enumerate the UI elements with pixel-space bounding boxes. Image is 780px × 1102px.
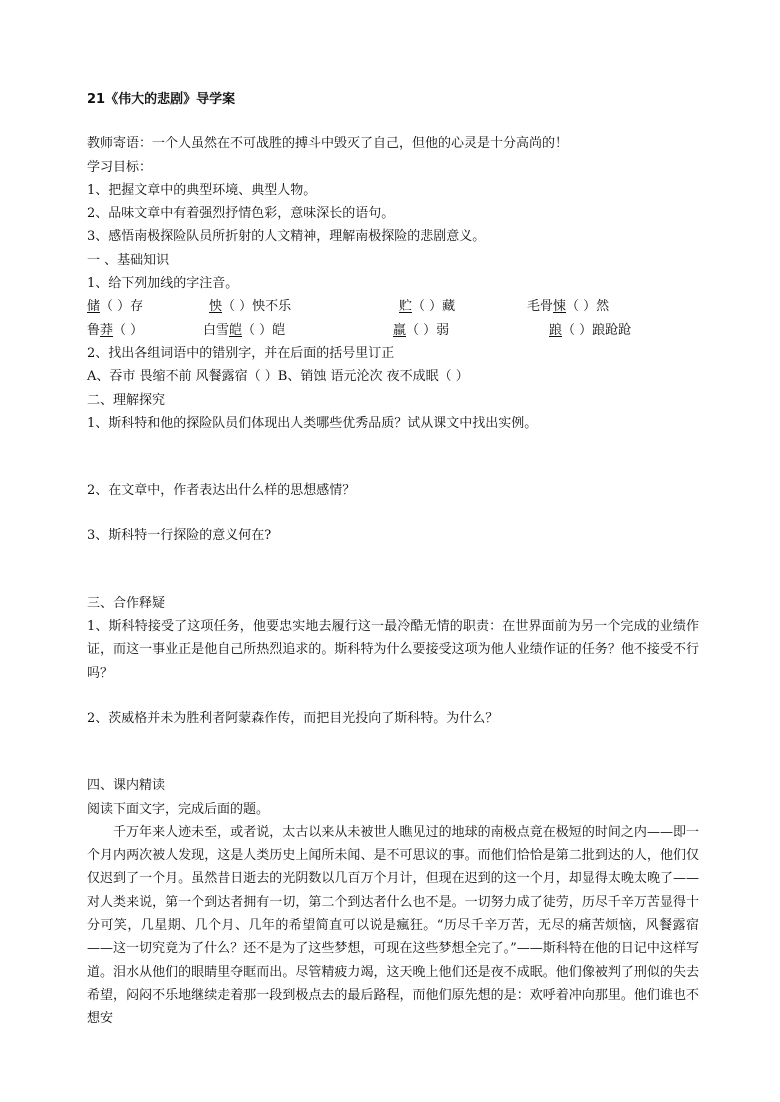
pinyin-item: 白雪皑（ ）皑 (203, 322, 286, 338)
objective-item: 1、把握文章中的典型环境、典型人物。 (87, 182, 317, 198)
pinyin-item: 鲁莽（ ） (87, 322, 144, 338)
page-title: 21《伟大的悲剧》导学案 (87, 92, 236, 107)
section-heading-reading: 四、课内精读 (87, 778, 166, 794)
pinyin-item: 踉（ ）踉跄跄 (549, 322, 632, 338)
explore-question: 3、斯科特一行探险的意义何在? (87, 528, 272, 544)
typo-options: A、吞市 畏缩不前 风餐露宿（ ）B、销蚀 语元沦次 夜不成眠（ ） (87, 369, 469, 385)
pinyin-item: 羸（ ）弱 (393, 322, 450, 338)
pinyin-row (87, 319, 699, 342)
pinyin-row (87, 295, 699, 318)
objectives-heading: 学习目标： (87, 159, 153, 175)
objective-item: 3、感悟南极探险队员所折射的人文精神，理解南极探险的悲剧意义。 (87, 229, 486, 245)
question-pinyin: 1、给下列加线的字注音。 (87, 276, 239, 292)
explore-question: 1、斯科特和他的探险队员们体现出人类哪些优秀品质？试从课文中找出实例。 (87, 415, 538, 431)
cooperate-question: 2、茨威格并未为胜利者阿蒙森作传，而把目光投向了斯科特。为什么？ (87, 710, 499, 726)
section-heading-basics: 一 、基础知识 (87, 252, 170, 268)
pinyin-item: 储（ ）存 (87, 299, 144, 315)
pinyin-item: 贮（ ）藏 (399, 299, 456, 315)
pinyin-item: 毛骨悚（ ）然 (527, 299, 610, 315)
reading-passage: 千万年来人迹未至，或者说，太古以来从未被世人瞧见过的地球的南极点竟在极短的时间之内——即一个月内两次被人发现，这是人类历史上闻所未闻、是不可思议的事。而他们恰恰是第二批到达的人，他们仅仅迟到了一个月。虽然昔日逝去的光阴数以几百万个月计，但现在迟到的这一个月，却显得太晚太晚了——对人类来说，第一个到达者拥有一切，第二个到达者什么也不是。一切努力成了徒劳，历尽千辛万苦显得十分可笑，几星期、几个月、几年的希望简直可以说是瘋狂。“历尽千辛万苦，无尽的痛苦烦恼，风餐露宿——这一切究竟为了什么？还不是为了这些梦想，可现在这些梦想全完了。”——斯科特在他的日记中这样写道。泪水从他们的眼睛里夺眶而出。尽管精疲力竭，这天晚上他们还是夜不成眠。他们像被判了刑似的失去希望，闷闷不乐地继续走着那一段到极点去的最后路程，而他们原先想的是：欢呼着冲向那里。他们谁也不想安 (87, 824, 699, 1027)
objective-item: 2、品味文章中有着强烈抒情色彩，意味深长的语句。 (87, 206, 395, 222)
question-typos: 2、找出各组词语中的错别字，并在后面的括号里订正 (87, 345, 395, 361)
section-heading-explore: 二、理解探究 (87, 392, 166, 408)
teacher-message: 教师寄语：一个人虽然在不可战胜的搏斗中毁灭了自己，但他的心灵是十分高尚的！ (87, 136, 569, 152)
pinyin-item: 怏（ ）怏不乐 (209, 299, 292, 315)
document-page (87, 88, 699, 1031)
cooperate-question: 1、斯科特接受了这项任务，他要忠实地去履行这一最冷酷无情的职责：在世界面前为另一个完成的业绩作证，而这一事业正是他自己所热烈追求的。斯科特为什么要接受这项为他人业绩作证的任务？他不接受不行吗？ (87, 619, 699, 681)
explore-question: 2、在文章中，作者表达出什么样的思想感情？ (87, 483, 356, 499)
section-heading-cooperate: 三、合作释疑 (87, 595, 166, 611)
reading-instruction: 阅读下面文字，完成后面的题。 (87, 801, 270, 817)
